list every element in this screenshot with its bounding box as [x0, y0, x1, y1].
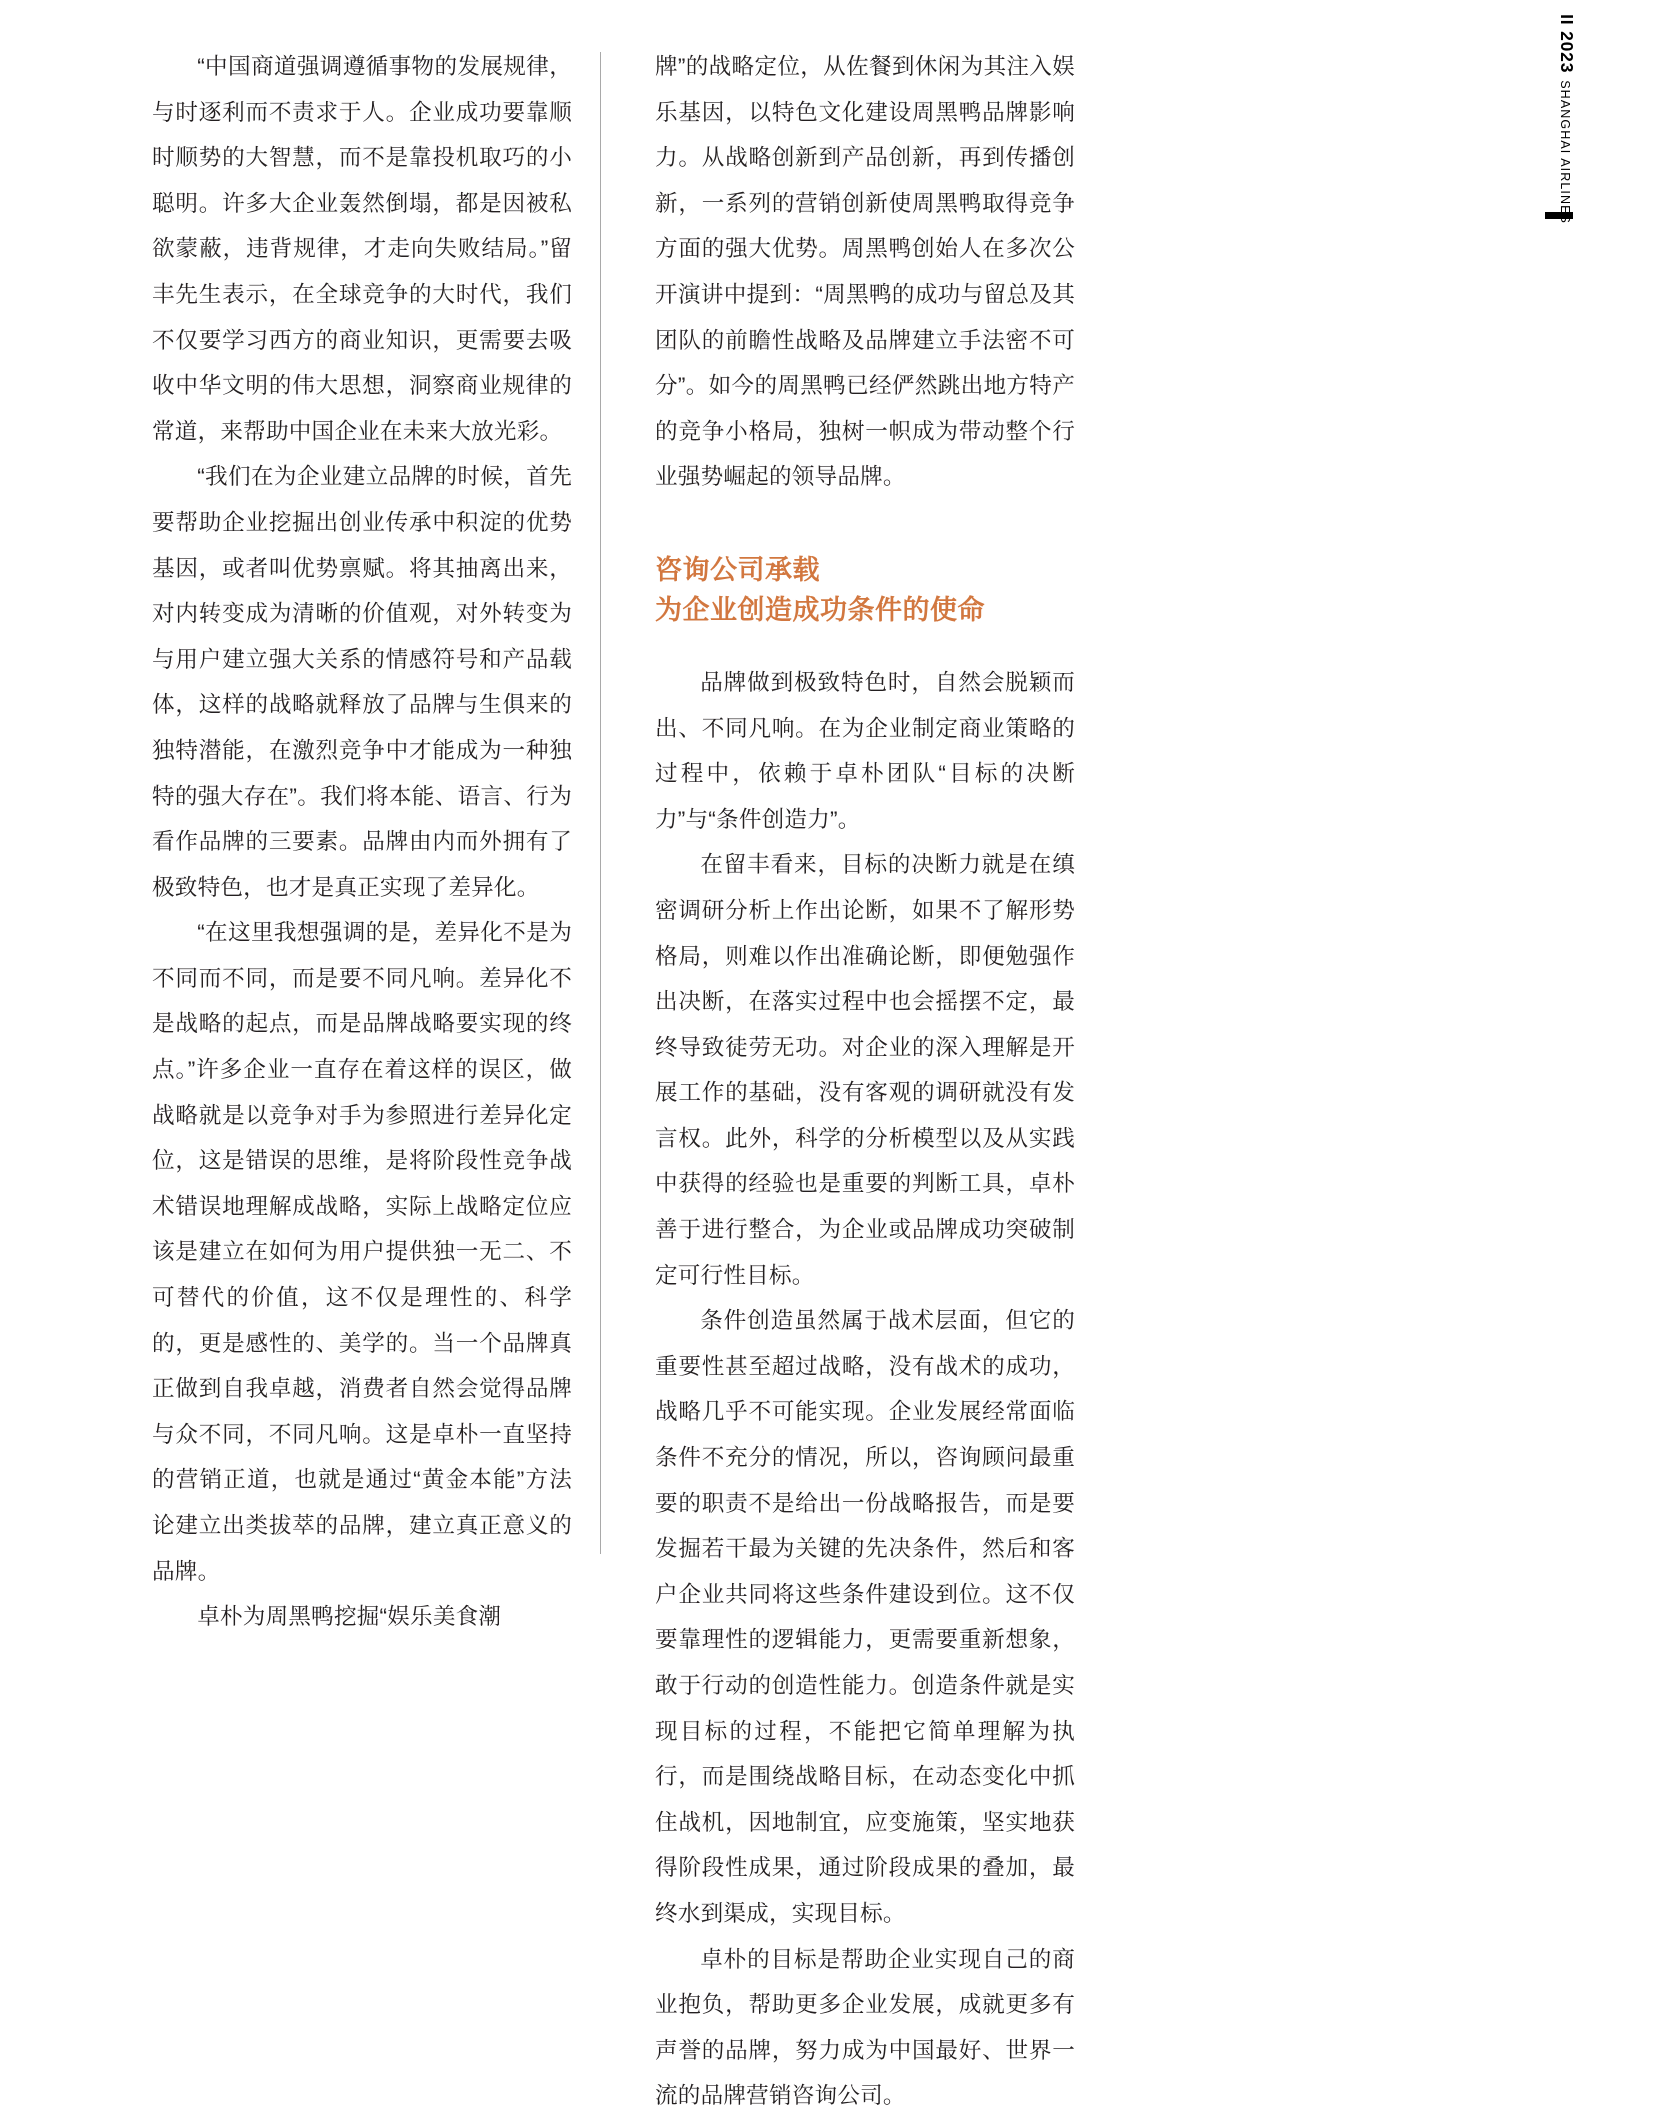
article-columns [152, 44, 1122, 2109]
left-text-column [152, 44, 600, 1630]
paragraph: 条件创造虽然属于战术层面，但它的重要性甚至超过战略，没有战术的成功，战略几乎不可能实现。企业发展经常面临条件不充分的情况，所以，咨询顾问最重要的职责不是给出一份战略报告，而是要发掘若干最为关键的先决条件，然后和客户企业共同将这些条件建设到位。这不仅要靠理性的逻辑能力，更需要重新想象，敢于行动的创造性能力。创造条件就是实现目标的过程，不能把它简单理解为执行，而是围绕战略目标，在动态变化中抓住战机，因地制宜，应变施策，坚实地获得阶段性成果，通过阶段成果的叠加，最终水到渠成，实现目标。 [655, 1308, 1075, 1926]
paragraph: 卓朴为周黑鸭挖掘“娱乐美食潮 [197, 1604, 502, 1630]
paragraph: 卓朴的目标是帮助企业实现自己的商业抱负，帮助更多企业发展，成就更多有声誉的品牌，努力成为中国最好、世界一流的品牌营销咨询公司。 [655, 1946, 1075, 2109]
running-side-marker [1543, 14, 1577, 472]
paragraph: 品牌做到极致特色时，自然会脱颖而出、不同凡响。在为企业制定商业策略的过程中，依赖于卓朴团队“目标的决断力”与“条件创造力”。 [655, 669, 1075, 832]
marker-text [1556, 14, 1577, 224]
section-heading-line-2: 为企业创造成功条件的使命 [655, 594, 985, 625]
paragraph: 在留丰看来，目标的决断力就是在缜密调研分析上作出论断，如果不了解形势格局，则难以作出准确论断，即便勉强作出决断，在落实过程中也会摇摆不定，最终导致徒劳无功。对企业的深入理解是开展工作的基础，没有客观的调研就没有发言权。此外，科学的分析模型以及从实践中获得的经验也是重要的判断工具，卓朴善于进行整合，为企业或品牌成功突破制定可行性目标。 [655, 852, 1075, 1288]
right-text-column [601, 44, 1075, 2109]
magazine-label: SHANGHAI AIRLINES [1558, 80, 1572, 224]
section-heading [655, 550, 1075, 630]
issue-label: II 2023 [1557, 14, 1577, 74]
paragraph-continuation: 牌”的战略定位，从佐餐到休闲为其注入娱乐基因，以特色文化建设周黑鸭品牌影响力。从战略创新到产品创新，再到传播创新，一系列的营销创新使周黑鸭取得竞争方面的强大优势。周黑鸭创始人在多次公开演讲中提到：“周黑鸭的成功与留总及其团队的前瞻性战略及品牌建立手法密不可分”。如今的周黑鸭已经俨然跳出地方特产的竞争小格局，独树一帜成为带动整个行业强势崛起的领导品牌。 [655, 54, 1075, 490]
section-heading-line-1: 咨询公司承载 [655, 554, 820, 585]
paragraph: “中国商道强调遵循事物的发展规律，与时逐利而不责求于人。企业成功要靠顺时顺势的大智慧，而不是靠投机取巧的小聪明。许多大企业轰然倒塌，都是因被私欲蒙蔽，违背规律，才走向失败结局。”留丰先生表示，在全球竞争的大时代，我们不仅要学习西方的商业知识，更需要去吸收中华文明的伟大思想，洞察商业规律的常道，来帮助中国企业在未来大放光彩。 [152, 54, 572, 444]
paragraph: “我们在为企业建立品牌的时候，首先要帮助企业挖掘出创业传承中积淀的优势基因，或者叫优势禀赋。将其抽离出来，对内转变成为清晰的价值观，对外转变为与用户建立强大关系的情感符号和产品载体，这样的战略就释放了品牌与生俱来的独特潜能，在激烈竞争中才能成为一种独特的强大存在”。我们将本能、语言、行为看作品牌的三要素。品牌由内而外拥有了极致特色，也才是真正实现了差异化。 [152, 464, 572, 900]
paragraph: “在这里我想强调的是，差异化不是为不同而不同，而是要不同凡响。差异化不是战略的起点，而是品牌战略要实现的终点。”许多企业一直存在着这样的误区，做战略就是以竞争对手为参照进行差异化定位，这是错误的思维，是将阶段性竞争战术错误地理解成战略，实际上战略定位应该是建立在如何为用户提供独一无二、不可替代的价值，这不仅是理性的、科学的，更是感性的、美学的。当一个品牌真正做到自我卓越，消费者自然会觉得品牌与众不同，不同凡响。这是卓朴一直坚持的营销正道，也就是通过“黄金本能”方法论建立出类拔萃的品牌，建立真正意义的品牌。 [152, 920, 572, 1584]
